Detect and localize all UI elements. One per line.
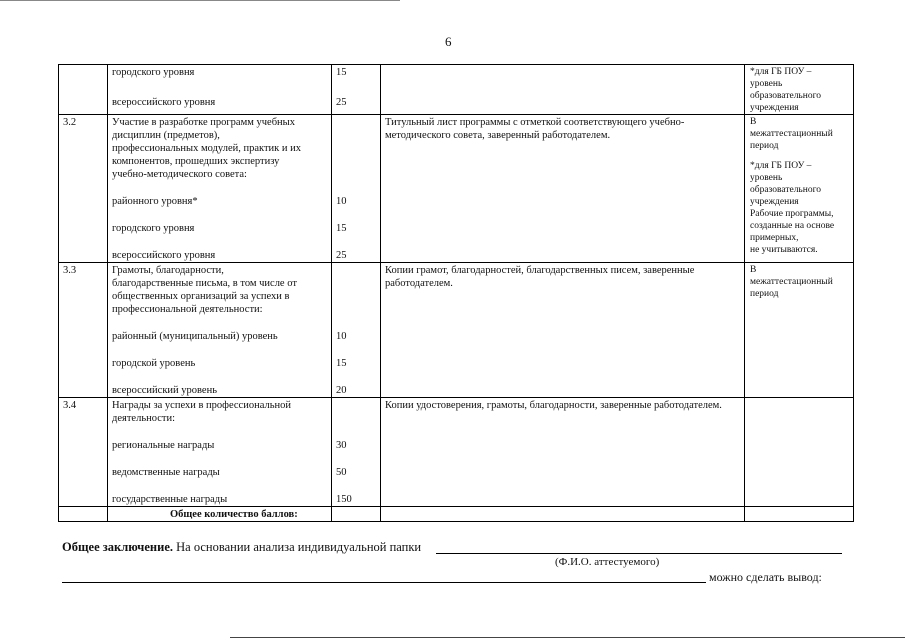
- note-line: примерных,: [750, 233, 799, 243]
- row-number: 3.2: [59, 115, 108, 263]
- criteria-line: профессиональной деятельности:: [112, 304, 263, 315]
- criteria-line: учебно-методического совета:: [112, 169, 247, 180]
- criteria-cell: [108, 398, 332, 507]
- item-points: 25: [336, 250, 347, 261]
- evidence-cell: Копии удостоверения, грамоты, благодарности, заверенные работодателем.: [381, 398, 745, 507]
- note-line: В: [750, 117, 757, 127]
- row-number: [59, 65, 108, 115]
- criteria-line: деятельности:: [112, 413, 176, 424]
- item-label: всероссийского уровня: [112, 97, 216, 108]
- vyvod-text: можно сделать вывод:: [709, 570, 822, 584]
- note-line: созданные на основе: [750, 221, 835, 231]
- criteria-cell: [108, 115, 332, 263]
- note-line: межаттестационный: [750, 277, 833, 287]
- note-line: период: [750, 289, 779, 299]
- criteria-cell: [108, 263, 332, 398]
- criteria-line: компонентов, прошедших экспертизу: [112, 156, 280, 167]
- item-points: 20: [336, 385, 347, 396]
- criteria-line: Грамоты, благодарности,: [112, 265, 224, 276]
- fio-line: [436, 553, 842, 554]
- item-points: 10: [336, 331, 347, 342]
- points-cell: [332, 115, 381, 263]
- table-row: [59, 263, 854, 398]
- evidence-cell: Титульный лист программы с отметкой соответствующего учебно-методического совета, заверенный работодателем.: [381, 115, 745, 263]
- item-label: всероссийского уровня: [112, 250, 216, 261]
- top-rule: [0, 0, 400, 1]
- table-row: [59, 65, 854, 115]
- notes-cell: [745, 398, 854, 507]
- conclusion-text: [62, 540, 421, 555]
- evidence-cell: [381, 65, 745, 115]
- row-number: 3.3: [59, 263, 108, 398]
- item-points: 30: [336, 440, 347, 451]
- item-label: городской уровень: [112, 358, 196, 369]
- conclusion-line: [62, 582, 706, 583]
- criteria-line: благодарственные письма, в том числе от: [112, 278, 297, 289]
- item-label: городского уровня: [112, 67, 195, 78]
- note-line: Рабочие программы,: [750, 209, 834, 219]
- evaluation-table: [58, 64, 854, 522]
- item-points: 25: [336, 97, 347, 108]
- notes-cell: [745, 65, 854, 115]
- note-line: уровень: [750, 79, 783, 89]
- note-line: образовательного: [750, 185, 822, 195]
- item-label: ведомственные награды: [112, 467, 220, 478]
- criteria-line: общественных организаций за успехи в: [112, 291, 290, 302]
- notes-cell: [745, 263, 854, 398]
- note-line: учреждения: [750, 197, 799, 207]
- item-label: всероссийский уровень: [112, 385, 218, 396]
- item-label: региональные награды: [112, 440, 215, 451]
- total-row: [59, 507, 854, 522]
- table-row: [59, 398, 854, 507]
- criteria-line: дисциплин (предметов),: [112, 130, 220, 141]
- item-points: 10: [336, 196, 347, 207]
- fio-caption: (Ф.И.О. аттестуемого): [555, 556, 660, 568]
- item-points: 15: [336, 67, 347, 78]
- bottom-rule: [230, 637, 905, 638]
- note-line: период: [750, 141, 779, 151]
- criteria-cell: [108, 65, 332, 115]
- total-label: Общее количество баллов:: [108, 507, 332, 522]
- item-label: районный (муниципальный) уровень: [112, 331, 278, 342]
- points-cell: [332, 398, 381, 507]
- conclusion-bold: Общее заключение.: [62, 540, 173, 554]
- item-label: районного уровня*: [112, 196, 198, 207]
- row-number: 3.4: [59, 398, 108, 507]
- criteria-line: Участие в разработке программ учебных: [112, 117, 295, 128]
- points-cell: [332, 65, 381, 115]
- criteria-line: Награды за успехи в профессиональной: [112, 400, 291, 411]
- criteria-line: профессиональных модулей, практик и их: [112, 143, 302, 154]
- note-line: образовательного: [750, 91, 822, 101]
- note-line: учреждения: [750, 103, 799, 113]
- item-points: 50: [336, 467, 347, 478]
- item-points: 150: [336, 494, 352, 505]
- evidence-cell: Копии грамот, благодарностей, благодарственных писем, заверенные работодателем.: [381, 263, 745, 398]
- note-line: межаттестационный: [750, 129, 833, 139]
- points-cell: [332, 263, 381, 398]
- page-number: 6: [445, 34, 452, 49]
- note-line: уровень: [750, 173, 783, 183]
- item-points: 15: [336, 358, 347, 369]
- table-row: [59, 115, 854, 263]
- notes-cell: [745, 115, 854, 263]
- item-points: 15: [336, 223, 347, 234]
- item-label: городского уровня: [112, 223, 195, 234]
- note-line: *для ГБ ПОУ –: [750, 67, 812, 77]
- note-line: не учитываются.: [750, 245, 818, 255]
- note-line: *для ГБ ПОУ –: [750, 161, 812, 171]
- note-line: В: [750, 265, 757, 275]
- conclusion-body: На основании анализа индивидуальной папки: [173, 540, 422, 554]
- item-label: государственные награды: [112, 494, 228, 505]
